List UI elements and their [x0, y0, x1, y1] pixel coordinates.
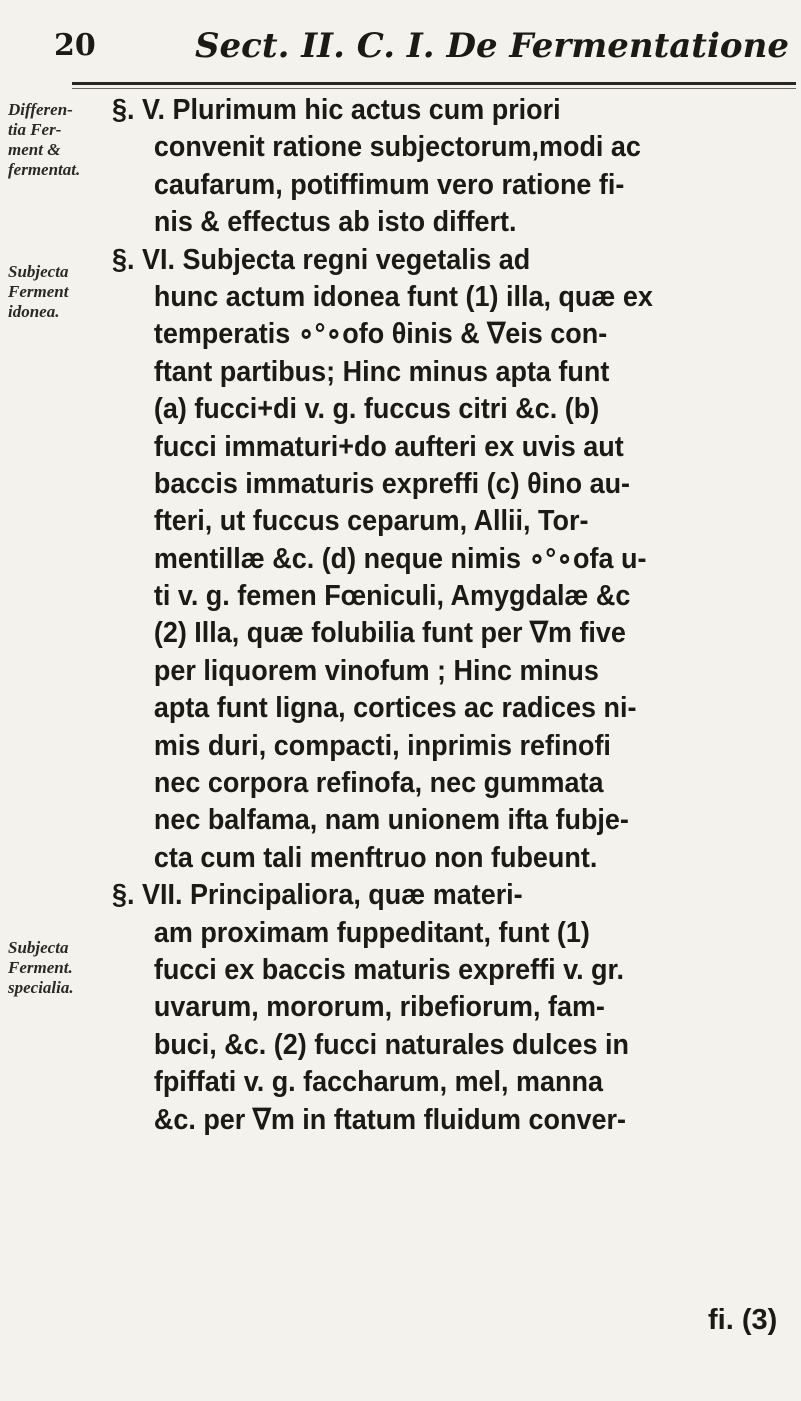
text-line: mis duri, compacti, inprimis refinofi — [153, 729, 611, 762]
margin-note-line: idonea. — [8, 302, 60, 321]
margin-note-subjecta-specialia — [8, 938, 110, 998]
text-line: convenit ratione subjectorum,modi ac — [153, 131, 641, 164]
margin-note-line: Differen- — [8, 100, 73, 119]
text-line: nec balfama, nam unionem ifta fubje- — [153, 804, 629, 837]
header-rule — [72, 82, 796, 85]
text-line: temperatis ∘°∘ofo θinis & ∇eis con- — [153, 318, 608, 351]
text-line: §. VI. Subjecta regni vegetalis ad — [112, 243, 531, 276]
margin-note-line: Ferment — [8, 282, 69, 301]
text-line: caufarum, potiffimum vero ratione fi- — [153, 168, 625, 201]
text-line: (a) fucci+di v. g. fuccus citri &c. (b) — [153, 393, 600, 426]
margin-note-line: Subjecta — [8, 938, 69, 957]
text-line: uvarum, mororum, ribefiorum, fam- — [153, 991, 605, 1024]
text-line: apta funt ligna, cortices ac radices ni- — [153, 692, 637, 725]
text-line: per liquorem vinofum ; Hinc minus — [153, 654, 599, 687]
text-line: mentillæ &c. (d) neque nimis ∘°∘ofa u- — [153, 542, 647, 575]
text-line: fpiffati v. g. faccharum, mel, manna — [153, 1066, 603, 1099]
text-line: am proximam fuppeditant, funt (1) — [153, 916, 590, 949]
text-line: (2) Illa, quæ folubilia funt per ∇m five — [153, 617, 626, 650]
page-number: 20 — [54, 28, 96, 63]
margin-note-line: Ferment. — [8, 958, 73, 977]
page-header — [0, 12, 801, 72]
text-line: nec corpora refinofa, nec gummata — [153, 767, 604, 800]
text-line: §. V. Plurimum hic actus cum priori — [112, 94, 561, 126]
margin-note-line: ment & — [8, 140, 61, 159]
running-head: Sect. II. C. I. De Fermentatione — [195, 26, 789, 66]
header-rule-thin — [72, 88, 796, 89]
margin-note-line: specialia. — [8, 978, 74, 997]
text-line: cta cum tali menftruo non fubeunt. — [153, 841, 598, 874]
text-line: fteri, ut fuccus ceparum, Allii, Tor- — [153, 505, 589, 538]
text-line: ti v. g. femen Fœniculi, Amygdalæ &c — [153, 580, 631, 613]
text-line: hunc actum idonea funt (1) illa, quæ ex — [153, 280, 653, 313]
margin-note-line: tia Fer- — [8, 120, 62, 139]
text-line: nis & effectus ab isto differt. — [153, 206, 517, 239]
body-text — [112, 92, 763, 1139]
margin-note-subjecta-idonea — [8, 262, 110, 322]
margin-note-line: Subjecta — [8, 262, 69, 281]
text-line: fucci immaturi+do aufteri ex uvis aut — [153, 430, 624, 463]
text-line: ftant partibus; Hinc minus apta funt — [153, 355, 610, 388]
text-line: &c. per ∇m in ftatum fluidum conver- — [153, 1103, 626, 1136]
margin-note-differentia — [8, 100, 110, 180]
text-line: baccis immaturis expreffi (c) θino au- — [153, 467, 631, 500]
text-line: buci, &c. (2) fucci naturales dulces in — [153, 1028, 629, 1061]
text-line: §. VII. Principaliora, quæ materi- — [112, 879, 523, 912]
margin-note-line: fermentat. — [8, 160, 81, 179]
catchword: fi. (3) — [708, 1304, 778, 1336]
text-line: fucci ex baccis maturis expreffi v. gr. — [153, 953, 625, 986]
